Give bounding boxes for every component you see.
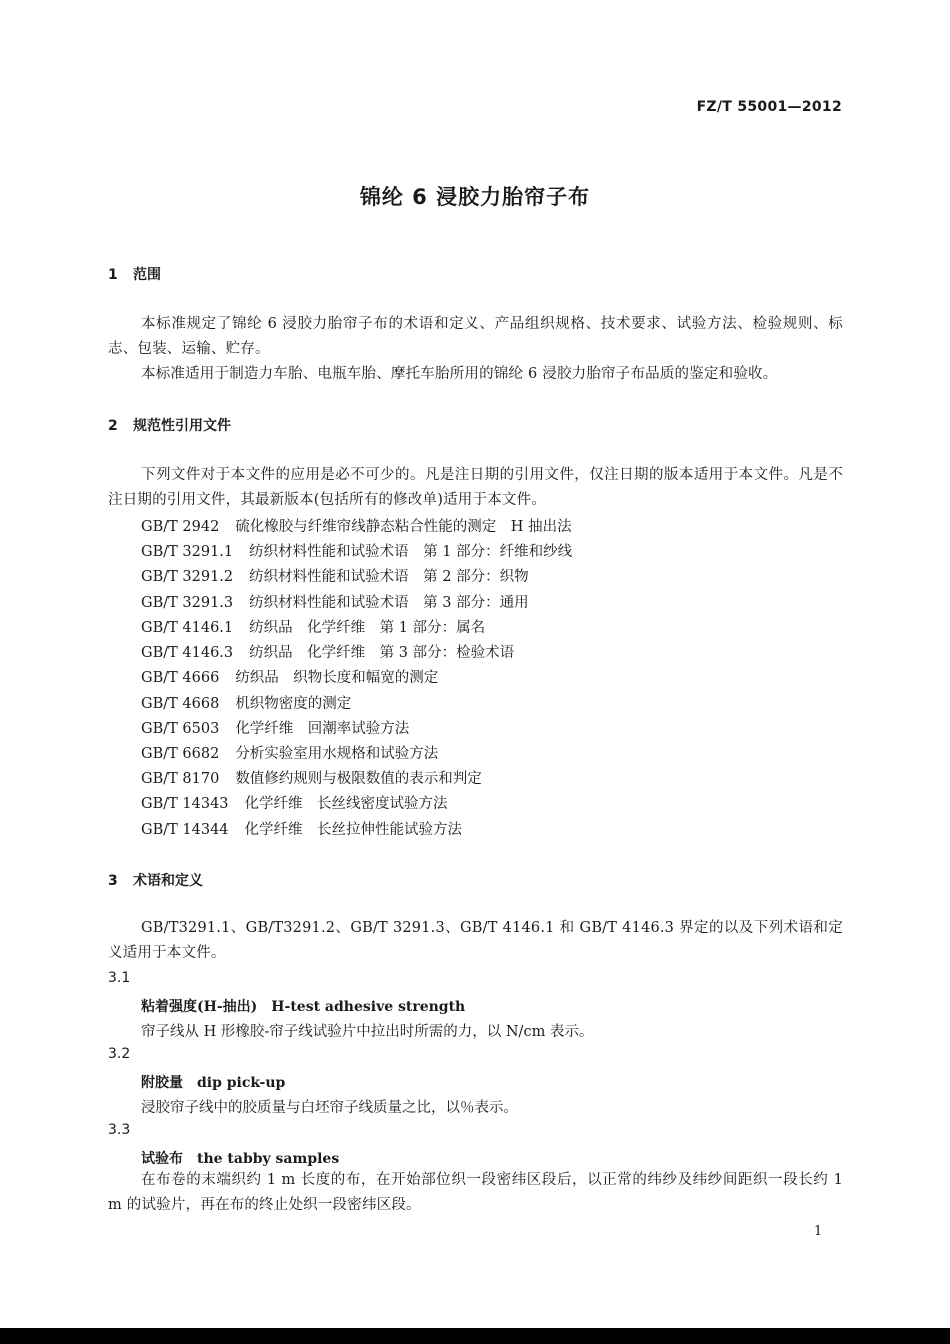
term-definition: 浸胶帘子线中的胶质量与白坯帘子线质量之比，以％表示。 [141,1100,518,1116]
reference-code: GB/T 2942 [141,519,220,535]
reference-title: 分析实验室用水规格和试验方法 [235,746,439,762]
reference-title: 化学纤维 长丝线密度试验方法 [244,796,448,812]
section-2-heading [108,415,231,435]
reference-title: 数值修约规则与极限数值的表示和判定 [235,771,482,787]
section-2-intro: 下列文件对于本文件的应用是必不可少的。凡是注日期的引用文件，仅注日期的版本适用于本文件。凡是不注日期的引用文件，其最新版本(包括所有的修改单)适用于本文件。 [108,467,843,508]
reference-item [141,818,462,839]
term-title [141,996,465,1016]
reference-code: GB/T 14343 [141,796,229,812]
term-title [141,1148,339,1168]
reference-item [141,641,514,662]
reference-item [141,792,448,813]
term-en: the tabby samples [197,1151,340,1167]
reference-code: GB/T 14344 [141,822,229,838]
term-definition: 帘子线从 H 形橡胶-帘子线试验片中拉出时所需的力，以 N/cm 表示。 [141,1024,594,1040]
reference-item [141,565,529,586]
reference-item [141,767,482,788]
reference-item [141,692,351,713]
bottom-black-bar [0,1328,950,1344]
term-number: 3.1 [108,970,131,986]
reference-code: GB/T 4666 [141,670,220,686]
reference-code: GB/T 3291.1 [141,544,234,560]
reference-item [141,666,438,687]
section-number: 1 [108,267,118,283]
term-number: 3.2 [108,1046,131,1062]
section-number: 2 [108,418,118,434]
reference-title: 纺织材料性能和试验术语 第 2 部分：织物 [249,569,529,585]
section-number: 3 [108,873,118,889]
reference-item [141,591,529,612]
reference-item [141,616,485,637]
reference-code: GB/T 8170 [141,771,220,787]
reference-code: GB/T 3291.3 [141,595,234,611]
reference-item [141,717,409,738]
term-definition: 在布卷的末端织约 1 m 长度的布，在开始部位织一段密纬区段后，以正常的纬纱及纬纱间距织一段长约 1 m 的试验片，再在布的终止处织一段密纬区段。 [108,1172,843,1213]
section-1-heading [108,264,161,284]
reference-title: 化学纤维 回潮率试验方法 [235,721,410,737]
section-title: 术语和定义 [133,873,203,889]
reference-title: 纺织材料性能和试验术语 第 3 部分：通用 [249,595,529,611]
section-1-paragraph: 本标准适用于制造力车胎、电瓶车胎、摩托车胎所用的锦纶 6 浸胶力胎帘子布品质的鉴定和验收。 [141,366,778,382]
reference-code: GB/T 3291.2 [141,569,234,585]
standard-code: FZ/T 55001—2012 [696,99,842,115]
section-title: 规范性引用文件 [133,418,231,434]
term-zh: 试验布 [141,1151,183,1167]
term-en: dip pick-up [197,1075,286,1091]
reference-title: 纺织材料性能和试验术语 第 1 部分：纤维和纱线 [249,544,573,560]
reference-code: GB/T 4146.3 [141,645,234,661]
reference-title: 纺织品 化学纤维 第 3 部分：检验术语 [249,645,515,661]
reference-code: GB/T 6503 [141,721,220,737]
page-number: 1 [814,1224,823,1239]
reference-item [141,540,572,561]
reference-title: 化学纤维 长丝拉伸性能试验方法 [244,822,463,838]
reference-code: GB/T 4668 [141,696,220,712]
term-number: 3.3 [108,1122,131,1138]
reference-code: GB/T 4146.1 [141,620,234,636]
section-1-paragraph: 本标准规定了锦纶 6 浸胶力胎帘子布的术语和定义、产品组织规格、技术要求、试验方法、检验规则、标志、包装、运输、贮存。 [108,316,843,357]
reference-item [141,742,438,763]
term-zh: 附胶量 [141,1075,183,1091]
term-en: H-test adhesive strength [271,999,466,1015]
term-zh: 粘着强度(H-抽出) [141,999,258,1015]
reference-title: 机织物密度的测定 [235,696,352,712]
document-title: 锦纶 6 浸胶力胎帘子布 [359,185,591,209]
reference-code: GB/T 6682 [141,746,220,762]
reference-title: 纺织品 织物长度和幅宽的测定 [235,670,439,686]
reference-item [141,515,572,536]
term-title [141,1072,285,1092]
reference-title: 纺织品 化学纤维 第 1 部分：属名 [249,620,486,636]
section-title: 范围 [133,267,161,283]
section-3-intro: GB/T3291.1、GB/T3291.2、GB/T 3291.3、GB/T 4146.1 和 GB/T 4146.3 界定的以及下列术语和定义适用于本文件。 [108,920,843,961]
reference-title: 硫化橡胶与纤维帘线静态粘合性能的测定 H 抽出法 [235,519,572,535]
section-3-heading [108,870,203,890]
